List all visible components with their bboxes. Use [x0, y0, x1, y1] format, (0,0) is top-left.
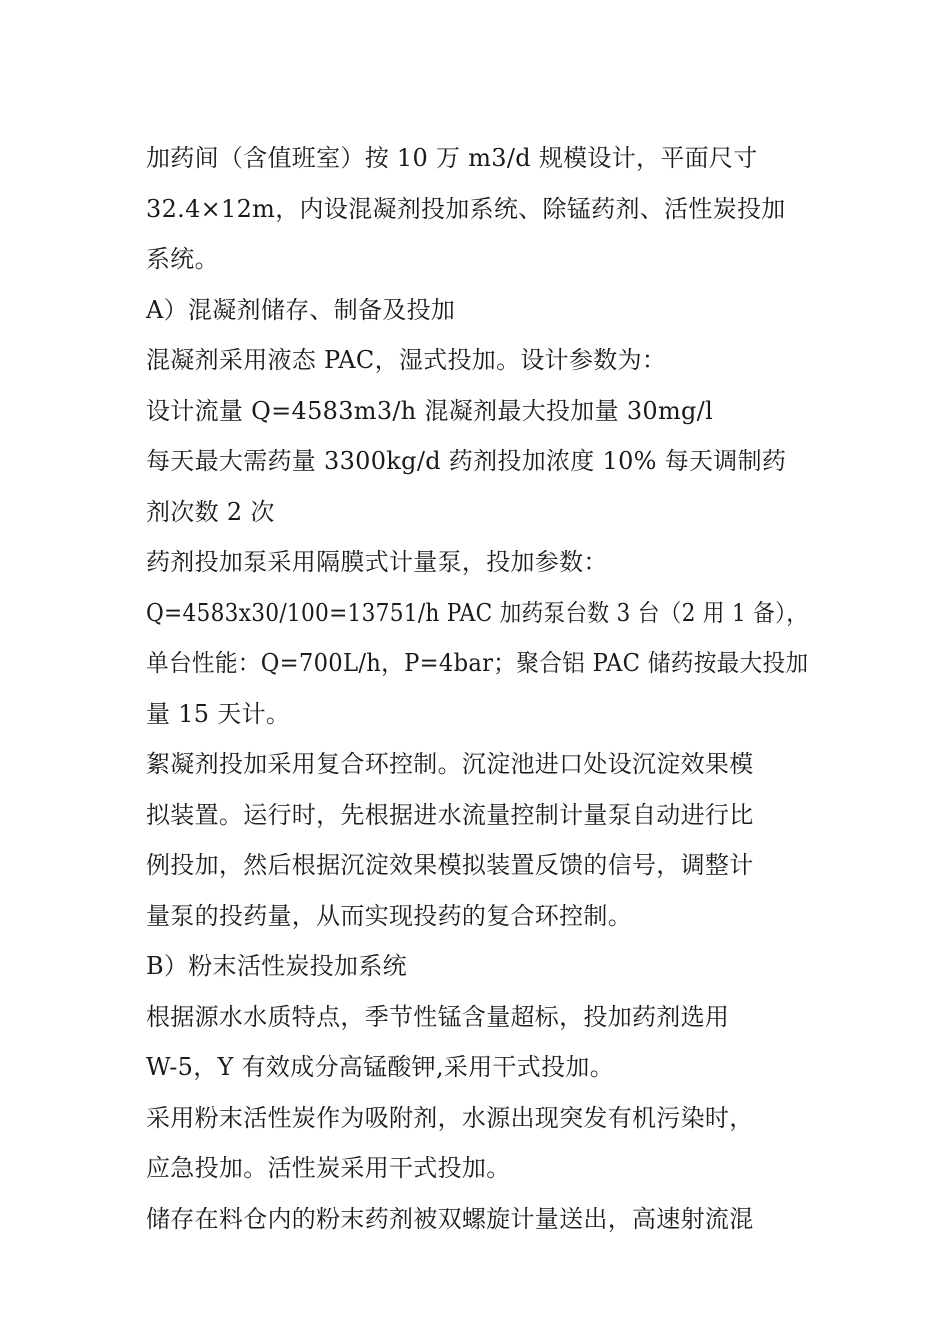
- paragraph-manganese-dosing: [146, 992, 808, 1093]
- text-line: 加药间（含值班室）按 10 万 m3/d 规模设计，平面尺寸: [146, 144, 758, 172]
- text-line: 拟装置。运行时，先根据进水流量控制计量泵自动进行比: [146, 800, 754, 829]
- text-line: A）混凝剂储存、制备及投加: [146, 295, 456, 324]
- text-line: 32.4×12m，内设混凝剂投加系统、除锰药剂、活性炭投加: [146, 194, 786, 223]
- paragraph-pump-parameters: [146, 588, 808, 740]
- paragraph-activated-carbon: [146, 1093, 808, 1194]
- paragraph-silo-storage: [146, 1194, 808, 1245]
- text-line: 应急投加。活性炭采用干式投加。: [146, 1154, 511, 1182]
- text-line: 根据源水水质特点，季节性锰含量超标，投加药剂选用: [146, 1002, 730, 1031]
- text-line: 储存在料仓内的粉末药剂被双螺旋计量送出，高速射流混: [146, 1204, 754, 1233]
- text-line: 系统。: [146, 245, 219, 273]
- paragraph-design-flow: [146, 386, 808, 437]
- text-line: 混凝剂采用液态 PAC，湿式投加。设计参数为：: [146, 346, 667, 374]
- text-line: Q=4583x30/100=13751/h PAC 加药泵台数 3 台（2 用 1 备），: [146, 598, 809, 627]
- section-heading-b: [146, 941, 808, 992]
- text-line: B）粉末活性炭投加系统: [146, 952, 407, 980]
- text-line: W-5，Y 有效成分高锰酸钾,采用干式投加。: [146, 1053, 615, 1081]
- text-line: 剂次数 2 次: [146, 497, 275, 526]
- text-line: 药剂投加泵采用隔膜式计量泵，投加参数：: [146, 548, 608, 576]
- document-body: [146, 133, 808, 1244]
- text-line: 每天最大需药量 3300kg/d 药剂投加浓度 10% 每天调制药: [146, 447, 787, 475]
- text-line: 量泵的投药量，从而实现投药的复合环控制。: [146, 901, 632, 930]
- text-line: 设计流量 Q=4583m3/h 混凝剂最大投加量 30mg/l: [146, 396, 714, 425]
- paragraph-composite-loop-control: [146, 739, 808, 941]
- paragraph-dosing-room: [146, 133, 808, 285]
- paragraph-daily-demand: [146, 436, 808, 537]
- section-heading-a: [146, 285, 808, 336]
- text-line: 絮凝剂投加采用复合环控制。沉淀池进口处设沉淀效果模: [146, 750, 754, 778]
- text-line: 量 15 天计。: [146, 699, 291, 728]
- paragraph-metering-pump: [146, 537, 808, 588]
- text-line: 单台性能：Q=700L/h，P=4bar；聚合铝 PAC 储药按最大投加: [146, 649, 809, 677]
- text-line: 例投加，然后根据沉淀效果模拟装置反馈的信号，调整计: [146, 851, 754, 879]
- paragraph-coagulant-intro: [146, 335, 808, 386]
- text-line: 采用粉末活性炭作为吸附剂，水源出现突发有机污染时，: [146, 1103, 754, 1132]
